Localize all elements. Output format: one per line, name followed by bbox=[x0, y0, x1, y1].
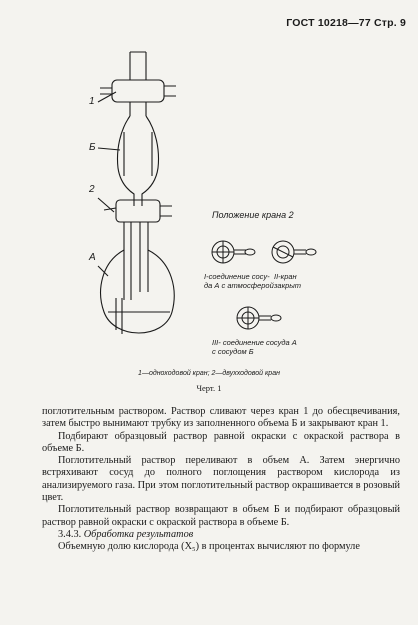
paragraph: Подбирают образцовый раствор равной окраски с окраской раствора в объеме Б. bbox=[42, 430, 400, 454]
paragraph: Поглотительный раствор переливают в объем А. Затем энергично встряхивают сосуд до полного поглощения раствором кислорода из анализируемого газа. При этом поглотительный раствор окрашивается в розовый цвет. bbox=[42, 455, 400, 504]
label-b: Б bbox=[89, 142, 96, 153]
section-number: 3.4.3. bbox=[58, 528, 82, 540]
caption-position-iii: III- соединение сосуда А с сосудом Б bbox=[212, 338, 297, 356]
caption-position-ii: II-кран закрыт bbox=[274, 272, 302, 290]
figure-caption: Черт. 1 bbox=[196, 383, 222, 393]
paragraph: Объемную долю кислорода (X₅) в процентах вычисляют по формуле bbox=[58, 541, 360, 553]
position-title: Положение крана 2 bbox=[212, 210, 294, 220]
page-header: ГОСТ 10218—77 Стр. 9 bbox=[286, 17, 406, 29]
label-1: 1 bbox=[89, 96, 95, 107]
caption-position-i: I-соединение сосу- да А с атмосферой bbox=[204, 272, 274, 290]
body-text bbox=[42, 406, 400, 554]
figure-legend: 1—однохoдовой кран; 2—двухходовой кран bbox=[138, 370, 280, 377]
label-a: А bbox=[89, 252, 96, 263]
section-heading bbox=[42, 529, 400, 541]
label-2: 2 bbox=[89, 184, 95, 195]
section-title: Обработка результатов bbox=[83, 528, 194, 540]
paragraph: Поглотительный раствор возвращают в объем Б и подбирают образцовый раствор равной окраски с окраской раствора в объеме Б. bbox=[42, 504, 400, 528]
paragraph: поглотительным раствором. Раствор сливают через кран 1 до обесцвечивания, затем быстро вынимают трубку из заполненного объема Б и закрывают кран 1. bbox=[42, 406, 400, 430]
